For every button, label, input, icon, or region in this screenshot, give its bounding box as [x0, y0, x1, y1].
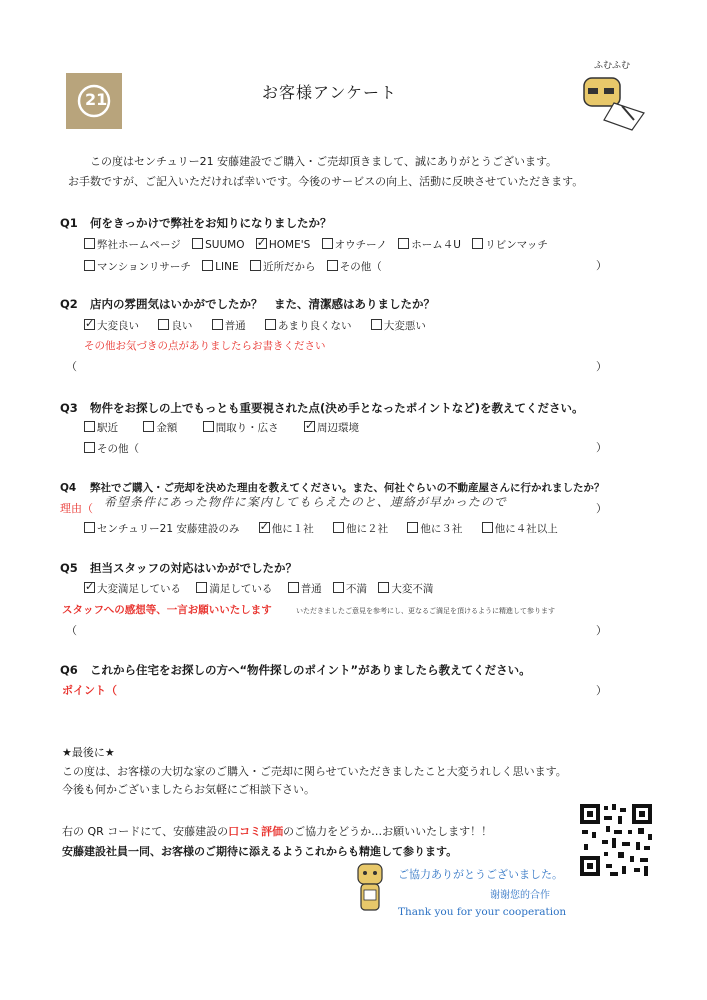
- q4-options: [84, 519, 566, 539]
- checkbox[interactable]: [84, 260, 95, 271]
- mascot-illustration: [574, 58, 654, 138]
- checkbox[interactable]: [84, 522, 95, 533]
- q4-question: Q4 弊社でご購入・ご売却を決めた理由を教えてください。また、何社ぐらいの不動産屋さんに行かれましたか？: [60, 482, 605, 494]
- checkbox[interactable]: [202, 260, 213, 271]
- checkbox[interactable]: [407, 522, 418, 533]
- q4-reason-label: 理由（: [60, 502, 93, 515]
- checkbox[interactable]: [158, 319, 169, 330]
- q5-question: Q5 担当スタッフの対応はいかがでしたか？: [60, 561, 297, 575]
- final-line-4: 安藤建設社員一同、お客様のご期待に添えるようこれからも精進して参ります。: [62, 845, 458, 858]
- checkbox[interactable]: [203, 421, 214, 432]
- q3-option[interactable]: 金額: [143, 418, 177, 438]
- q5-close-paren: ）: [596, 624, 607, 637]
- q3-option[interactable]: ✓ 周辺環境: [304, 418, 359, 438]
- checkbox[interactable]: [143, 421, 154, 432]
- q3-option[interactable]: 間取り・広さ: [203, 418, 279, 438]
- checkbox[interactable]: [84, 421, 95, 432]
- q2-close-paren: ）: [596, 360, 607, 373]
- q1-number: Q1: [60, 216, 78, 230]
- q5-options: [84, 579, 441, 599]
- q4-option[interactable]: 他に２社: [333, 519, 388, 539]
- checkbox-checked[interactable]: [304, 421, 315, 432]
- thanks-japanese: ご協力ありがとうございました。: [398, 868, 563, 881]
- dog-icon: [352, 862, 388, 914]
- checkbox[interactable]: [250, 260, 261, 271]
- q3-other[interactable]: その他（: [84, 439, 139, 459]
- q3-close-paren: ）: [596, 441, 607, 454]
- intro-line-2: お手数ですが、ご記入いただければ幸いです。今後のサービスの向上、活動に反映させていただきます。: [68, 175, 584, 188]
- q4-handwritten-answer[interactable]: 希望条件にあった物件に案内してもらえたのと、連絡が早かったので: [104, 495, 507, 509]
- q1-option[interactable]: その他（: [327, 257, 382, 277]
- final-heading: ★最後に★: [62, 746, 115, 759]
- qr-code[interactable]: [578, 802, 654, 878]
- checkbox-checked[interactable]: [259, 522, 270, 533]
- checkbox[interactable]: [378, 582, 389, 593]
- q1-close-paren: ）: [596, 259, 607, 272]
- q2-options: [84, 316, 434, 336]
- q1-text: 何をきっかけで弊社をお知りになりましたか？: [90, 216, 332, 230]
- q2-option[interactable]: 良い: [158, 316, 192, 336]
- logo-text: 21: [85, 90, 108, 109]
- checkbox-checked[interactable]: [84, 319, 95, 330]
- q5-small-note: いただきましたご意見を参考にし、更なるご満足を頂けるように精進して参ります: [296, 607, 555, 615]
- review-highlight: 口コミ評価: [228, 825, 284, 838]
- q3-question: Q3 物件をお探しの上でもっとも重要視された点(決め手となったポイントなど)を教えてください。: [60, 401, 584, 415]
- dog-illustration: [352, 862, 388, 914]
- q5-option[interactable]: 大変不満: [378, 579, 433, 599]
- q1-option[interactable]: オウチーノ: [322, 235, 387, 255]
- checkbox[interactable]: [398, 238, 409, 249]
- final-line-2: 今後も何かございましたらお気軽にご相談下さい。: [62, 783, 315, 796]
- q1-option[interactable]: SUUMO: [192, 235, 244, 255]
- q2-option[interactable]: あまり良くない: [265, 316, 352, 336]
- q2-option[interactable]: 大変悪い: [371, 316, 426, 336]
- q2-note: その他お気づきの点がありましたらお書きください: [84, 340, 326, 352]
- page-title: お客様アンケート: [262, 83, 398, 102]
- q4-option[interactable]: 他に４社以上: [482, 519, 558, 539]
- q5-option[interactable]: 満足している: [196, 579, 272, 599]
- q1-option[interactable]: 近所だから: [250, 257, 316, 277]
- checkbox[interactable]: [265, 319, 276, 330]
- q5-note: スタッフへの感想等、一言お願いいたします: [62, 604, 272, 616]
- q1-options-row1: [84, 235, 556, 255]
- checkbox[interactable]: [288, 582, 299, 593]
- q2-question: Q2 店内の雰囲気はいかがでしたか？ また、清潔感はありましたか？: [60, 297, 435, 311]
- checkbox[interactable]: [192, 238, 203, 249]
- q5-option[interactable]: 不満: [333, 579, 367, 599]
- q1-options-row2: [84, 257, 390, 277]
- checkbox[interactable]: [196, 582, 207, 593]
- q6-question: Q6 これから住宅をお探しの方へ“物件探しのポイント”がありましたら教えてください。: [60, 663, 531, 677]
- q1-option[interactable]: マンションリサーチ: [84, 257, 191, 277]
- q4-option[interactable]: ✓ 他に１社: [259, 519, 314, 539]
- checkbox-checked[interactable]: [256, 238, 267, 249]
- thanks-chinese: 谢谢您的合作: [490, 890, 550, 901]
- checkbox[interactable]: [84, 238, 95, 249]
- q4-option[interactable]: センチュリー21 安藤建設のみ: [84, 519, 239, 539]
- q1-question: [60, 215, 332, 231]
- q4-option[interactable]: 他に３社: [407, 519, 462, 539]
- q3-options: [84, 418, 367, 438]
- q1-option[interactable]: 弊社ホームページ: [84, 235, 181, 255]
- checkbox[interactable]: [472, 238, 483, 249]
- q3-option[interactable]: 駅近: [84, 418, 118, 438]
- checkbox[interactable]: [371, 319, 382, 330]
- checkbox-checked[interactable]: [84, 582, 95, 593]
- q2-option[interactable]: ✓大変良い: [84, 316, 139, 336]
- thanks-english: Thank you for your cooperation: [398, 906, 567, 918]
- q2-open-paren: （: [66, 360, 77, 373]
- checkbox[interactable]: [333, 522, 344, 533]
- q5-option[interactable]: ✓大変満足している: [84, 579, 181, 599]
- checkbox[interactable]: [327, 260, 338, 271]
- mascot-text: ふむふむ: [594, 61, 631, 71]
- q6-close-paren: ）: [596, 684, 607, 697]
- checkbox[interactable]: [84, 442, 95, 453]
- q1-option[interactable]: ✓ HOME'S: [256, 235, 310, 255]
- checkbox[interactable]: [212, 319, 223, 330]
- q5-option[interactable]: 普通: [288, 579, 322, 599]
- checkbox[interactable]: [333, 582, 344, 593]
- final-line-1: この度は、お客様の大切な家のご購入・ご売却に関らせていただきましたこと大変うれしく思います。: [62, 765, 567, 778]
- q5-open-paren: （: [66, 624, 77, 637]
- final-line-3: 右の QR コードにて、安藤建設の口コミ評価のご協力をどうか…お願いいたします！！: [62, 825, 493, 838]
- q1-option[interactable]: リビンマッチ: [472, 235, 548, 255]
- qr-code-icon: [578, 802, 654, 878]
- q6-point-label: ポイント（: [62, 684, 117, 697]
- q2-option[interactable]: 普通: [212, 316, 246, 336]
- checkbox[interactable]: [482, 522, 493, 533]
- century21-logo: [66, 73, 122, 129]
- q4-close-paren: ）: [596, 502, 607, 515]
- q1-option[interactable]: ホーム４U: [398, 235, 461, 255]
- q1-option[interactable]: LINE: [202, 257, 238, 277]
- checkbox[interactable]: [322, 238, 333, 249]
- intro-line-1: この度はセンチュリー21 安藤建設でご購入・ご売却頂きまして、誠にありがとうございます。: [90, 155, 558, 168]
